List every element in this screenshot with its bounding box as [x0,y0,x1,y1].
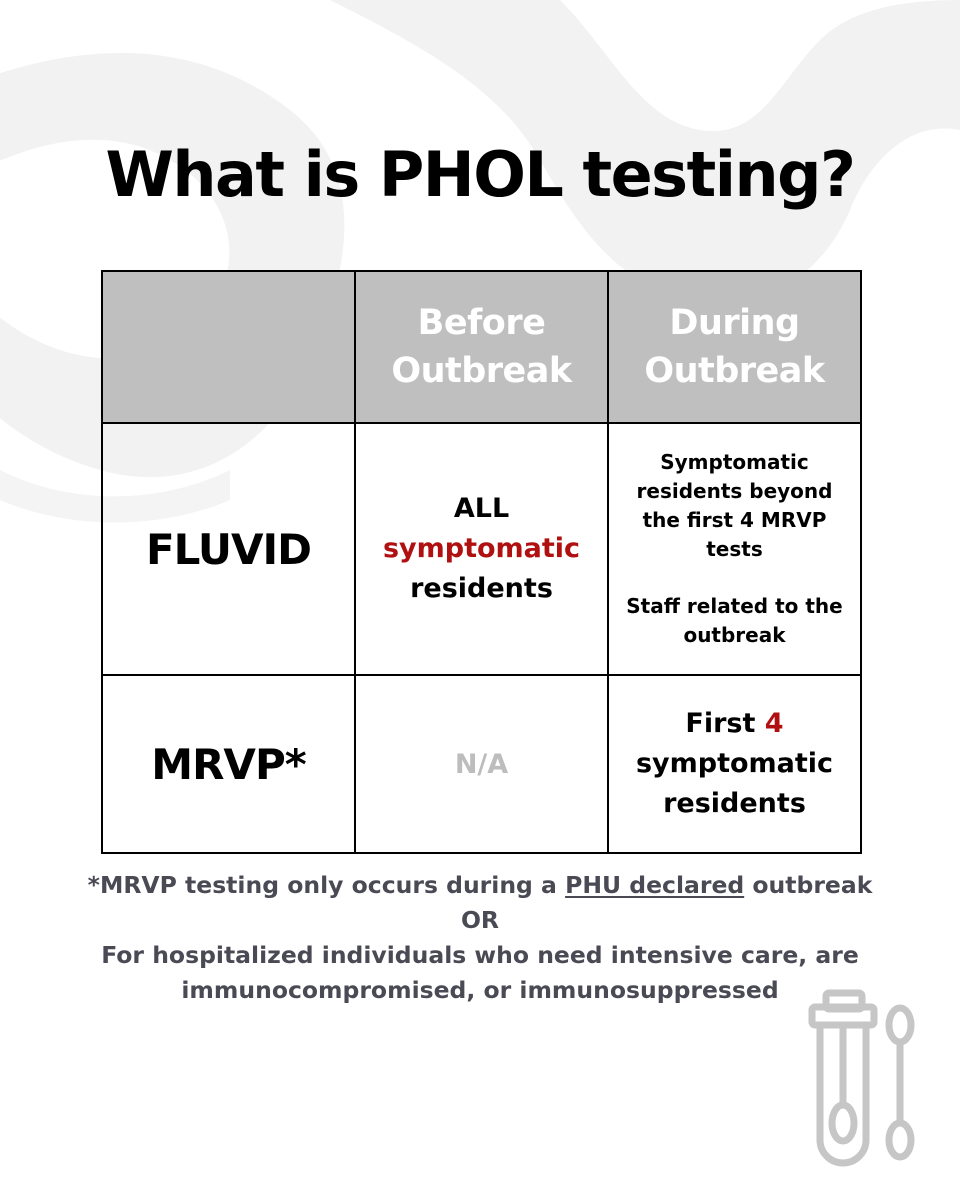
footnote-line4: immunocompromised, or immunosuppressed [181,976,779,1004]
table-row-mrvp [102,675,861,853]
fluvid-before-line1: ALL [453,493,510,524]
footnote-part1: *MRVP testing only occurs during a [87,871,566,899]
cell-fluvid-before [355,423,608,675]
swab-icon [889,1008,911,1157]
fluvid-during-line4: tests [706,537,763,561]
mrvp-during-prefix: First [685,708,765,739]
footnote [80,868,880,1008]
testing-table [101,270,862,854]
header-during-line1: During [669,303,800,343]
mrvp-during-line1 [609,704,860,744]
paragraph-gap [609,564,860,592]
header-before-outbreak [355,271,608,423]
header-before-line1: Before [417,303,546,343]
cell-mrvp-before: N/A [355,675,608,853]
cell-mrvp-during [608,675,861,853]
header-during-line2: Outbreak [644,351,825,391]
fluvid-during-line5: Staff related to the [626,594,843,618]
mrvp-during-highlight: 4 [764,708,784,739]
footnote-part2: outbreak [744,871,873,899]
header-before-line2: Outbreak [391,351,572,391]
footnote-or: OR [460,906,500,934]
fluvid-before-highlight: symptomatic [382,533,581,564]
table-header-row [102,271,861,423]
header-during-outbreak [608,271,861,423]
fluvid-during-line1: Symptomatic [660,450,809,474]
footnote-line3: For hospitalized individuals who need intensive care, are [101,941,859,969]
page-title: What is PHOL testing? [105,138,855,211]
fluvid-during-line2: residents beyond [636,479,833,503]
cell-fluvid-during [608,423,861,675]
table-row-fluvid [102,423,861,675]
mrvp-during-line2: symptomatic [635,748,834,779]
row-label-fluvid: FLUVID [102,423,355,675]
fluvid-during-line6: outbreak [683,623,786,647]
test-tube-icon [800,985,930,1170]
mrvp-during-line3: residents [663,788,806,819]
fluvid-before-line3: residents [410,573,553,604]
row-label-mrvp: MRVP* [102,675,355,853]
header-empty-cell [102,271,355,423]
footnote-underlined-term: PHU declared [565,871,745,899]
footnote-line1 [80,868,880,903]
fluvid-during-line3: the first 4 MRVP [642,508,827,532]
